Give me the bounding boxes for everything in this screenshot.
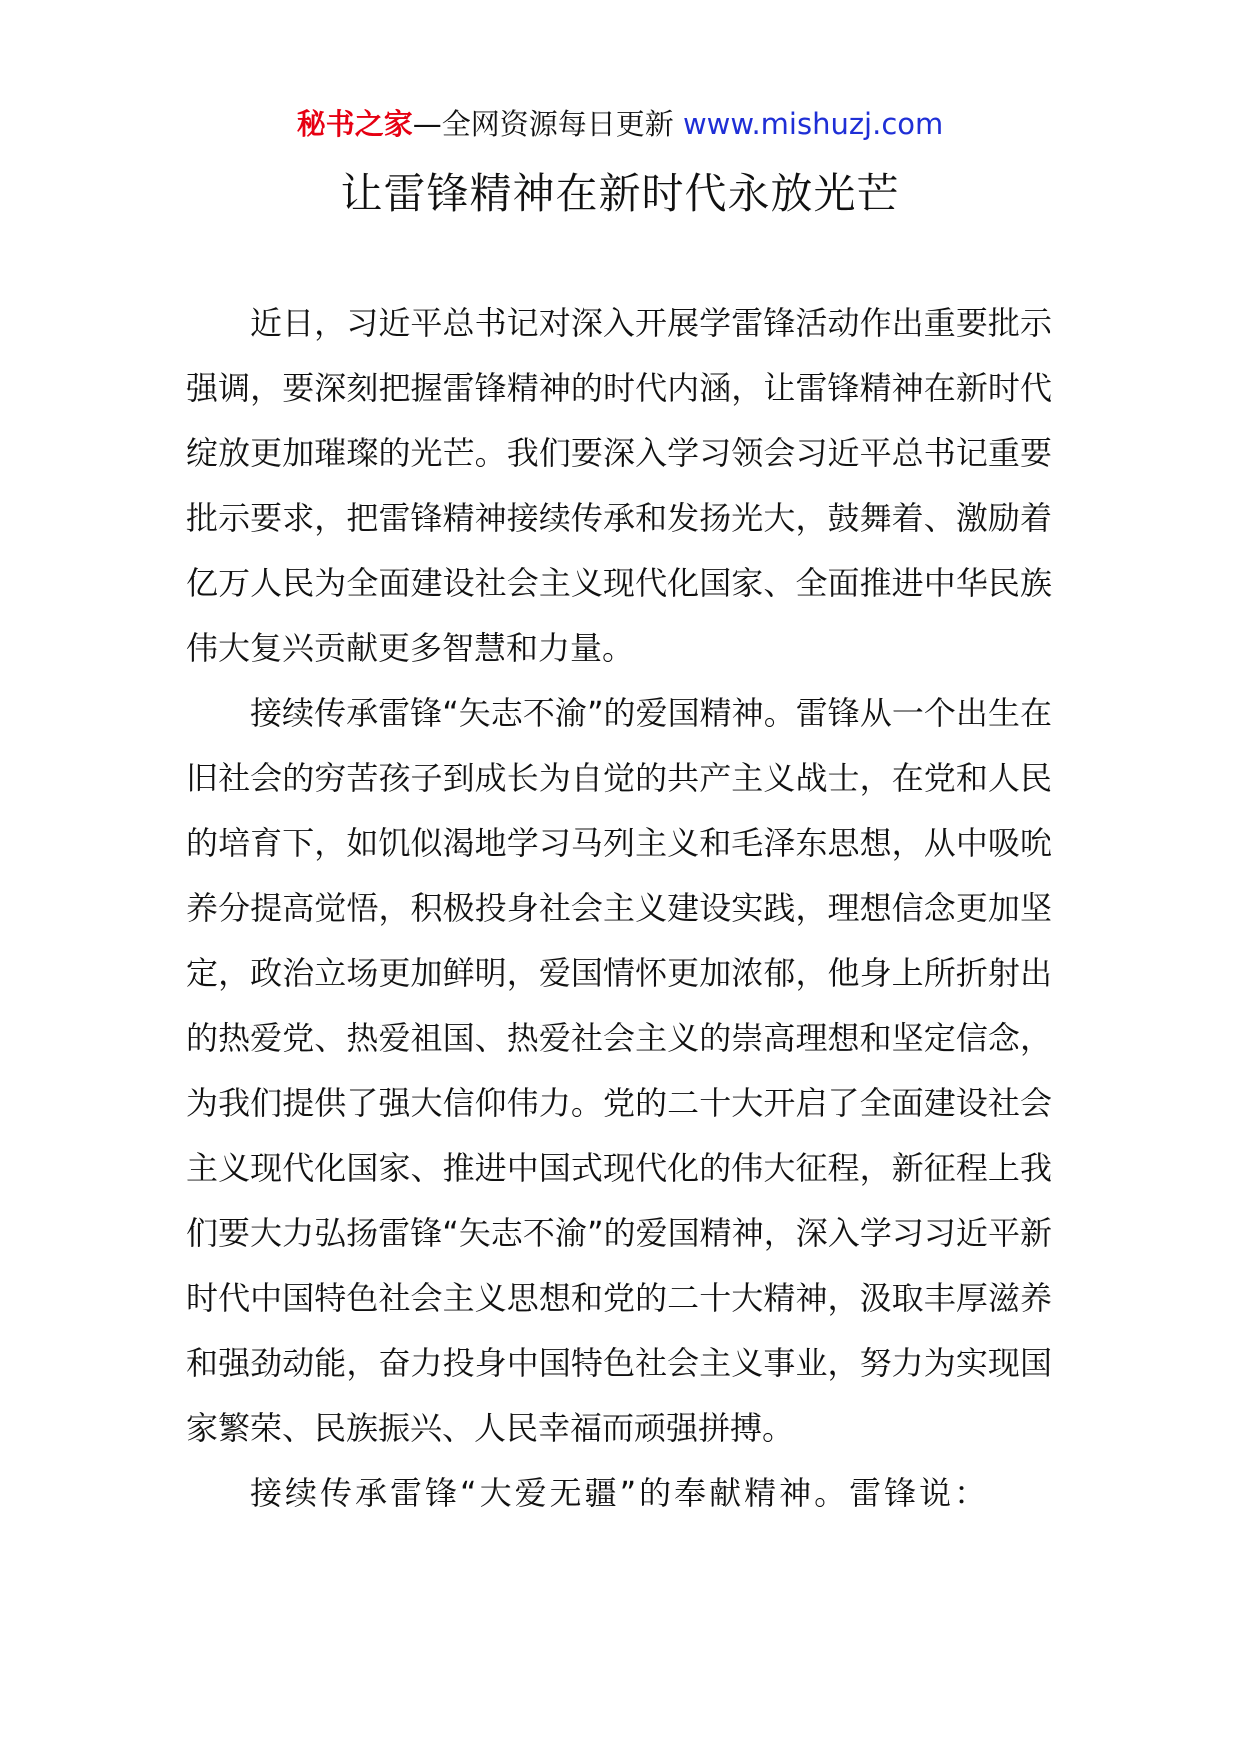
site-header — [0, 104, 1240, 144]
site-url-link[interactable]: www.mishuzj.com — [682, 107, 944, 141]
paragraph-dedication: 接续传承雷锋“大爱无疆”的奉献精神。雷锋说： — [250, 1474, 990, 1512]
brand-name: 秘书之家 — [296, 107, 413, 141]
paragraph-patriotism: 接续传承雷锋“矢志不渝”的爱国精神。雷锋从一个出生在旧社会的穷苦孩子到成长为自觉的共产主义战士，在党和人民的培育下，如饥似渴地学习马列主义和毛泽东思想，从中吸吮养分提高觉悟，积极投身社会主义建设实践，理想信念更加坚定，政治立场更加鲜明，爱国情怀更加浓郁，他身上所折射出的热爱党、热爱祖国、热爱社会主义的崇高理想和坚定信念，为我们提供了强大信仰伟力。党的二十大开启了全面建设社会主义现代化国家、推进中国式现代化的伟大征程，新征程上我们要大力弘扬雷锋“矢志不渝”的爱国精神，深入学习习近平新时代中国特色社会主义思想和党的二十大精神，汲取丰厚滋养和强劲动能，奋力投身中国特色社会主义事业，努力为实现国家繁荣、民族振兴、人民幸福而顽强拼搏。 — [186, 694, 1052, 1447]
document-title: 让雷锋精神在新时代永放光芒 — [340, 169, 900, 218]
header-tagline: —全网资源每日更新 — [412, 107, 674, 141]
document-body — [186, 291, 1052, 1526]
paragraph-intro: 近日，习近平总书记对深入开展学雷锋活动作出重要批示强调，要深刻把握雷锋精神的时代内涵，让雷锋精神在新时代绽放更加璀璨的光芒。我们要深入学习领会习近平总书记重要批示要求，把雷锋精神接续传承和发扬光大，鼓舞着、激励着亿万人民为全面建设社会主义现代化国家、全面推进中华民族伟大复兴贡献更多智慧和力量。 — [186, 304, 1052, 667]
